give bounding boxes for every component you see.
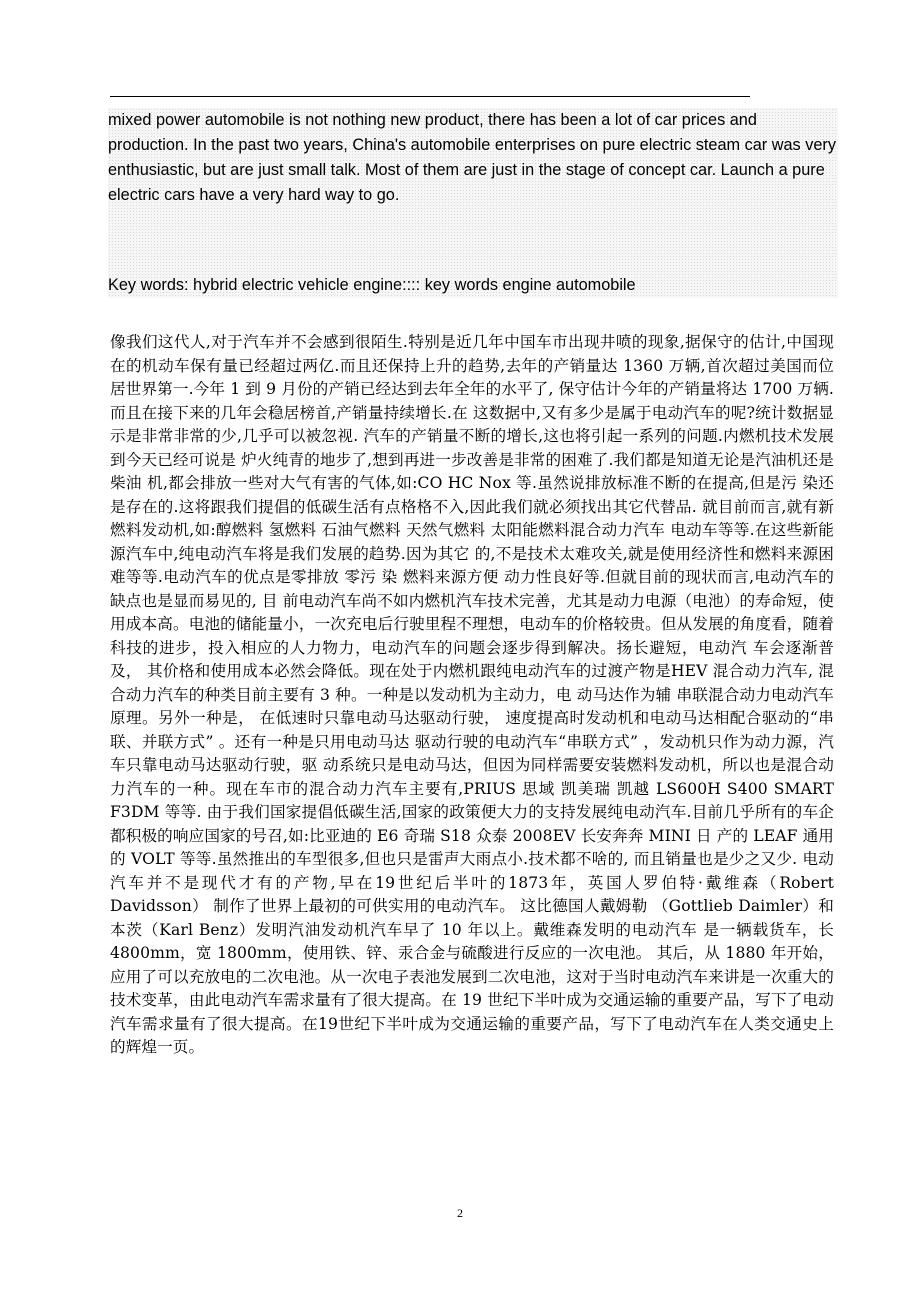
abstract-block [108,108,838,298]
body-paragraph: 像我们这代人,对于汽车并不会感到很陌生.特别是近几年中国车市出现井喷的现象,据保守的估计,中国现在的机动车保有量已经超过两亿.而且还保持上升的趋势,去年的产销量达 1360 万辆,首次超过美国而位居世界第一.今年 1 到 9 月份的产销已经达到去年全年的水平了, 保守估计今年的产销量将达 1700 万辆.而且在接下来的几年会稳居榜首,产销量持续增长.在 这数据中,又有多少是属于电动汽车的呢?统计数据显示是非常非常的少,几乎可以被忽视. 汽车的产销量不断的增长,这也将引起一系列的问题.内燃机技术发展到今天已经可说是 炉火纯青的地步了,想到再进一步改善是非常的困难了.我们都是知道无论是汽油机还是柴油 机,都会排放一些对大气有害的气体,如:CO HC Nox 等.虽然说排放标准不断的在提高,但是污 染还是存在的.这将跟我们提倡的低碳生活有点格格不入,因此我们就必须找出其它代替品. 就目前而言,就有新燃料发动机,如:醇燃料 氢燃料 石油气燃料 天然气燃料 太阳能燃料混合动力汽车 电动车等等.在这些新能源汽车中,纯电动汽车将是我们发展的趋势.因为其它 的,不是技术太难攻关,就是使用经济性和燃料来源困难等等.电动汽车的优点是零排放 零污 染 燃料来源方便 动力性良好等.但就目前的现状而言,电动汽车的缺点也是显而易见的, 目 前电动汽车尚不如内燃机汽车技术完善，尤其是动力电源（电池）的寿命短，使用成本高。电池的储能量小，一次充电后行驶里程不理想，电动车的价格较贵。但从发展的角度看，随着科技的进步，投入相应的人力物力，电动汽车的问题会逐步得到解决。扬长避短，电动汽 车会逐渐普及， 其价格和使用成本必然会降低。现在处于内燃机跟纯电动汽车的过渡产物是HEV 混合动力汽车, 混合动力汽车的种类目前主要有 3 种。一种是以发动机为主动力，电 动马达作为辅 串联混合动力电动汽车原理。另外一种是， 在低速时只靠电动马达驱动行驶， 速度提高时发动机和电动马达相配合驱动的“串联、并联方式” 。还有一种是只用电动马达 驱动行驶的电动汽车“串联方式” ，发动机只作为动力源，汽车只靠电动马达驱动行驶，驱 动系统只是电动马达，但因为同样需要安装燃料发动机，所以也是混合动力汽车的一种。现在车市的混合动力汽车主要有,PRIUS 思域 凯美瑞 凯越 LS600H S400 SMART F3DM 等等. 由于我们国家提倡低碳生活,国家的政策便大力的支持发展纯电动汽车.目前几乎所有的车企都积极的响应国家的号召,如:比亚迪的 E6 奇瑞 S18 众泰 2008EV 长安奔奔 MINI 日 产的 LEAF 通用的 VOLT 等等.虽然推出的车型很多,但也只是雷声大雨点小.技术都不啥的, 而且销量也是少之又少. 电动汽车并不是现代才有的产物,早在19世纪后半叶的1873年，英国人罗伯特·戴维森（Robert Davidsson） 制作了世界上最初的可供实用的电动汽车。 这比德国人戴姆勒 （Gottlieb Daimler）和本茨（Karl Benz）发明汽油发动机汽车早了 10 年以上。戴维森发明的电动汽车 是一辆载货车，长 4800mm，宽 1800mm，使用铁、锌、汞合金与硫酸进行反应的一次电池。 其后，从 1880 年开始，应用了可以充放电的二次电池。从一次电子表池发展到二次电池，这对于当时电动汽车来讲是一次重大的技术变革，由此电动汽车需求量有了很大提高。在 19 世纪下半叶成为交通运输的重要产品，写下了电动汽车需求量有了很大提高。在19世纪下半叶成为交通运输的重要产品，写下了电动汽车在人类交通史上的辉煌一页。 [110,333,834,1056]
page-number: 2 [457,1206,463,1220]
abstract-paragraph: mixed power automobile is not nothing new product, there has been a lot of car prices and production. In the past two years, China's automobile enterprises on pure electric steam car was very enthusiastic, but are just small talk. Most of them are just in the stage of concept car. Launch a pure electric cars have a very hard way to go. [108,111,836,204]
keywords-line: Key words: hybrid electric vehicle engine:::: key words engine automobile [108,276,636,294]
header-rule [110,96,750,97]
